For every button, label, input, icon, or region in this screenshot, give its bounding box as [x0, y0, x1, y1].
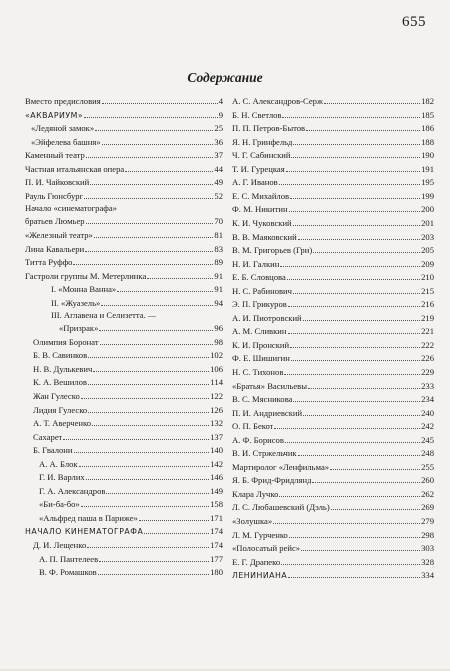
dot-leader	[281, 564, 420, 565]
toc-entry-label: П. И. Чайковский	[25, 177, 90, 188]
toc-entry-label: А. Ф. Борисов	[232, 434, 284, 445]
dot-leader	[308, 388, 420, 389]
toc-entry	[25, 227, 223, 241]
dot-leader	[293, 401, 420, 402]
toc-entry	[232, 541, 434, 555]
dot-leader	[88, 357, 209, 358]
dot-leader	[312, 482, 420, 483]
dot-leader	[86, 479, 209, 480]
toc-entry-label: К. И. Пронский	[232, 339, 290, 350]
toc-entry-page: 114	[210, 377, 223, 388]
dot-leader	[102, 103, 218, 104]
toc-entry-page: 140	[210, 445, 223, 456]
toc-entry	[232, 283, 434, 297]
toc-entry-page: 182	[421, 96, 434, 107]
toc-entry-page: 262	[421, 488, 434, 499]
toc-entry-label: «Ледяной замок»	[31, 123, 95, 134]
toc-entry-label: Жан Гулеско	[33, 390, 80, 401]
dot-leader	[293, 293, 420, 294]
toc-entry	[232, 337, 434, 351]
toc-entry	[232, 500, 434, 514]
dot-leader	[288, 577, 420, 578]
dot-leader	[106, 493, 209, 494]
toc-entry-page: 174	[210, 540, 223, 550]
toc-entry	[25, 334, 223, 348]
toc-entry	[25, 121, 223, 135]
toc-entry-page: 98	[214, 336, 223, 347]
toc-entry-label: О. П. Бекот	[232, 421, 274, 432]
toc-entry-label: Титта Руффо	[25, 257, 73, 268]
toc-entry-label: П. И. Андриевский	[232, 407, 303, 418]
toc-entry-page: 233	[421, 380, 434, 391]
toc-entry-page: 36	[214, 136, 223, 147]
dot-leader	[286, 171, 420, 172]
dot-leader	[298, 239, 420, 240]
toc-entry	[232, 297, 434, 311]
dot-leader	[303, 320, 420, 321]
toc-entry	[232, 513, 434, 527]
toc-entry-page: 4	[218, 96, 223, 107]
toc-entry-page: 226	[421, 353, 434, 364]
toc-entry-label: Г. А. Александров	[39, 485, 106, 496]
dot-leader	[279, 184, 420, 185]
page-number: 655	[402, 14, 426, 30]
dot-leader	[94, 237, 214, 238]
toc-entry-label: П. П. Петров-Бытов	[232, 123, 306, 134]
toc-entry-page: 279	[421, 516, 434, 526]
toc-entry-page: 132	[210, 418, 223, 429]
toc-entry-page: 70	[214, 216, 223, 227]
toc-entry	[25, 255, 223, 269]
toc-entry	[25, 416, 223, 430]
toc-entry-page: 201	[421, 217, 434, 228]
dot-leader	[282, 117, 420, 118]
toc-entry-label: Я. Б. Фрид-Фридлянд	[232, 475, 312, 486]
toc-entry-label: Олимпия Боронат	[33, 336, 99, 347]
toc-entry-page: 200	[421, 204, 434, 215]
dot-leader	[102, 144, 214, 145]
toc-entry-page: 180	[210, 567, 223, 578]
toc-entry-label: Л. М. Гурченко	[232, 529, 288, 540]
toc-entry-label: Гастроли группы М. Метерлинка	[25, 270, 147, 281]
toc-entry-label: Е. Г. Драпеко	[232, 556, 281, 567]
toc-entry	[232, 446, 434, 460]
page-title: Содержание	[187, 70, 263, 85]
dot-leader	[93, 371, 209, 372]
dot-leader	[86, 157, 214, 158]
dot-leader	[87, 547, 209, 548]
toc-section-entry	[232, 568, 434, 582]
toc-entry	[25, 134, 223, 148]
dot-leader	[74, 452, 210, 453]
toc-entry-page: 185	[421, 109, 434, 120]
toc-entry-label: В. И. Стржельчик	[232, 448, 297, 459]
dot-leader	[88, 412, 209, 413]
toc-right-column	[232, 94, 434, 582]
toc-entry-page: 81	[214, 229, 223, 240]
toc-entry	[25, 361, 223, 375]
dot-leader	[284, 374, 420, 375]
toc-entry-label: А. С. Александров-Серж	[232, 96, 323, 107]
dot-leader	[139, 520, 209, 521]
toc-entry	[232, 243, 434, 257]
toc-entry-page: 9	[218, 109, 223, 120]
toc-entry-label: В. В. Маяковский	[232, 231, 297, 242]
toc-entry-page: 203	[421, 231, 434, 242]
toc-entry	[232, 94, 434, 108]
toc-entry-label: Мартиролог «Ленфильма»	[232, 461, 330, 472]
toc-entry	[232, 256, 434, 270]
toc-entry-label: НАЧАЛО КИНЕМАТОГРАФА	[25, 527, 144, 537]
toc-entry-page: 298	[421, 529, 434, 540]
toc-entry-label: А. И. Пиотровский	[232, 312, 302, 323]
toc-entry-page: 242	[421, 421, 434, 432]
toc-left-column	[25, 94, 223, 579]
toc-entry	[232, 107, 434, 121]
toc-entry	[232, 473, 434, 487]
toc-entry-label: «Железный театр»	[25, 229, 93, 240]
toc-entry	[232, 229, 434, 243]
dot-leader	[98, 574, 209, 575]
toc-entry-label: «Полосатый рейс»	[232, 543, 301, 554]
toc-entry	[232, 432, 434, 446]
dot-leader	[306, 130, 420, 131]
toc-entry-label: «Эйфелева башня»	[31, 136, 101, 147]
dot-leader	[313, 252, 420, 253]
toc-entry	[25, 429, 223, 443]
toc-entry-label: А. А. Блок	[39, 458, 78, 469]
toc-entry-page: 83	[214, 243, 223, 254]
toc-entry-label: А. Г. Иванов	[232, 177, 278, 188]
toc-entry	[232, 364, 434, 378]
toc-entry	[25, 443, 223, 457]
toc-entry	[25, 470, 223, 484]
dot-leader	[88, 384, 209, 385]
toc-entry-label: «АКВАРИУМ»	[25, 110, 84, 120]
toc-entry-page: 248	[421, 448, 434, 459]
toc-entry-label: Б. Гвалони	[33, 445, 73, 456]
toc-entry-page: 49	[214, 177, 223, 188]
toc-entry-label: «Би-ба-бо»	[39, 499, 80, 510]
toc-entry-label: Э. П. Грикуров	[232, 299, 287, 310]
toc-entry-page: 137	[210, 431, 223, 442]
toc-entry-page: 126	[210, 404, 223, 415]
toc-entry-label: «Призрак»	[59, 323, 99, 334]
toc-entry-page: 146	[210, 472, 223, 483]
toc-entry-page: 177	[210, 553, 223, 564]
toc-entry-label: Клара Лучко	[232, 488, 279, 499]
toc-entry	[232, 486, 434, 500]
toc-entry	[232, 310, 434, 324]
dot-leader	[291, 157, 420, 158]
dot-leader	[288, 333, 421, 334]
toc-entry	[25, 551, 223, 565]
toc-entry-page: 96	[214, 323, 223, 334]
toc-entry-label: А. Т. Аверченко	[33, 418, 92, 429]
toc-entry	[232, 419, 434, 433]
toc-entry-label: I. «Монна Ванна»	[51, 284, 117, 295]
toc-entry-label: III. Аглавена и Селизетта. —	[51, 309, 157, 320]
toc-entry-label: «Золушка»	[232, 516, 273, 526]
toc-entry	[232, 351, 434, 365]
toc-entry-label: Г. И. Варлих	[39, 472, 85, 483]
dot-leader	[285, 442, 420, 443]
toc-entry	[25, 202, 223, 214]
toc-entry	[232, 527, 434, 541]
dot-leader	[291, 360, 420, 361]
toc-entry-label: «Альфред паша в Париже»	[39, 512, 138, 523]
toc-entry	[25, 309, 223, 321]
toc-entry-page: 94	[214, 297, 223, 308]
toc-entry-label: Ф. М. Никитин	[232, 204, 288, 215]
toc-entry	[25, 565, 223, 579]
dot-leader	[289, 211, 421, 212]
toc-entry	[25, 537, 223, 551]
toc-entry	[25, 510, 223, 524]
toc-entry-label: Д. И. Лещенко	[33, 540, 87, 550]
toc-entry	[232, 161, 434, 175]
toc-entry-page: 188	[421, 136, 434, 147]
toc-entry	[232, 324, 434, 338]
toc-entry-label: Ч. Г. Сабинский	[232, 150, 291, 161]
toc-entry-label: Частная итальянская опера	[25, 163, 125, 174]
dot-leader	[90, 184, 213, 185]
toc-entry-page: 190	[421, 150, 434, 161]
toc-entry-page: 219	[421, 312, 434, 323]
toc-entry-page: 234	[421, 394, 434, 405]
dot-leader	[324, 103, 420, 104]
toc-entry-label: Рауль Гюнсбург	[25, 190, 84, 201]
toc-entry-page: 328	[421, 556, 434, 567]
toc-entry	[25, 188, 223, 202]
toc-entry-label: Б. Н. Светлов	[232, 109, 282, 120]
toc-entry-page: 215	[421, 285, 434, 296]
toc-entry-page: 205	[421, 245, 434, 256]
toc-entry	[232, 148, 434, 162]
dot-leader	[293, 144, 420, 145]
toc-entry-page: 260	[421, 475, 434, 486]
toc-entry-page: 52	[214, 190, 223, 201]
toc-section-entry	[25, 107, 223, 121]
toc-entry	[25, 161, 223, 175]
dot-leader	[301, 550, 420, 551]
dot-leader	[79, 466, 210, 467]
toc-entry-label: Каменный театр	[25, 150, 85, 161]
toc-entry-page: 91	[214, 270, 223, 281]
toc-entry-label: «Братья» Васильевы	[232, 380, 308, 391]
dot-leader	[73, 264, 213, 265]
dot-leader	[288, 306, 420, 307]
toc-entry-label: Начало «синематографа»	[25, 202, 117, 213]
dot-leader	[330, 469, 420, 470]
dot-leader	[144, 533, 209, 534]
toc-entry	[232, 270, 434, 284]
dot-leader	[99, 330, 213, 331]
toc-entry-page: 91	[214, 284, 223, 295]
toc-entry-label: Ф. Е. Шишигин	[232, 353, 290, 364]
toc-entry	[25, 214, 223, 228]
toc-entry	[232, 134, 434, 148]
dot-leader	[81, 398, 209, 399]
toc-entry	[25, 241, 223, 255]
toc-entry-page: 106	[210, 363, 223, 374]
toc-entry-label: Н. С. Тихонов	[232, 366, 284, 377]
dot-leader	[125, 171, 213, 172]
toc-entry	[25, 388, 223, 402]
dot-leader	[274, 428, 420, 429]
toc-entry-label: II. «Жуазель»	[51, 297, 101, 308]
toc-entry-page: 37	[214, 150, 223, 161]
toc-entry-page: 255	[421, 461, 434, 472]
toc-entry	[232, 405, 434, 419]
toc-entry-page: 222	[421, 339, 434, 350]
toc-entry-label: Н. С. Рабинович	[232, 285, 292, 296]
dot-leader	[273, 523, 420, 524]
toc-entry	[232, 121, 434, 135]
toc-entry	[232, 215, 434, 229]
toc-entry-page: 209	[421, 258, 434, 269]
toc-entry-page: 229	[421, 366, 434, 377]
toc-entry-page: 186	[421, 123, 434, 134]
toc-entry	[25, 456, 223, 470]
dot-leader	[92, 425, 209, 426]
dot-leader	[100, 344, 214, 345]
toc-entry-label: ЛЕНИНИАНА	[232, 571, 288, 581]
toc-entry-page: 210	[421, 272, 434, 283]
toc-entry-page: 174	[210, 526, 223, 537]
toc-entry-page: 269	[421, 502, 434, 513]
dot-leader	[86, 223, 214, 224]
dot-leader	[101, 305, 213, 306]
toc-entry	[232, 554, 434, 568]
toc-entry	[25, 375, 223, 389]
toc-entry-label: К. И. Чуковский	[232, 217, 292, 228]
dot-leader	[95, 130, 213, 131]
toc-entry-label: А. П. Пантелеев	[39, 553, 99, 564]
toc-entry	[25, 175, 223, 189]
toc-entry-label: Лидия Гулеско	[33, 404, 88, 415]
dot-leader	[85, 251, 213, 252]
toc-entry-label: Вместо предисловия	[25, 96, 101, 107]
dot-leader	[147, 278, 213, 279]
toc-entry	[25, 268, 223, 282]
toc-entry-label: Н. И. Галкин	[232, 258, 280, 269]
toc-entry-page: 221	[421, 326, 434, 337]
toc-entry-page: 149	[210, 485, 223, 496]
toc-entry-label: Я. Н. Гринфельд	[232, 136, 293, 147]
toc-entry-page: 334	[421, 570, 434, 581]
toc-entry-label: В. М. Григорьев (Гри)	[232, 245, 313, 256]
dot-leader	[117, 291, 213, 292]
toc-entry-page: 158	[210, 499, 223, 510]
dot-leader	[84, 117, 218, 118]
dot-leader	[293, 225, 420, 226]
dot-leader	[290, 347, 420, 348]
toc-entry	[25, 402, 223, 416]
toc-entry-page: 44	[214, 163, 223, 174]
dot-leader	[287, 279, 420, 280]
toc-entry	[25, 94, 223, 108]
toc-entry-label: А. М. Сливкин	[232, 326, 287, 337]
toc-entry	[25, 348, 223, 362]
toc-entry-page: 195	[421, 177, 434, 188]
toc-entry-label: Е. Б. Словцова	[232, 272, 286, 283]
toc-entry-label: Б. В. Савинков	[33, 350, 88, 361]
dot-leader	[63, 439, 209, 440]
toc-entry-label: Л. С. Любашевский (Дэль)	[232, 502, 330, 513]
toc-entry-page: 171	[210, 512, 223, 523]
toc-entry-label: Е. С. Михайлов	[232, 190, 290, 201]
toc-entry-label: Т. И. Гурецкая	[232, 163, 285, 174]
toc-entry	[25, 295, 223, 309]
toc-entry	[232, 392, 434, 406]
toc-entry-label: В. Ф. Ромашков	[39, 567, 97, 578]
toc-entry-label: К. А. Вешилов	[33, 377, 87, 388]
dot-leader	[81, 506, 209, 507]
toc-entry	[232, 175, 434, 189]
dot-leader	[298, 455, 421, 456]
toc-entry-page: 89	[214, 257, 223, 268]
toc-entry-page: 240	[421, 407, 434, 418]
toc-entry-page: 303	[421, 543, 434, 554]
dot-leader	[99, 561, 209, 562]
toc-entry	[25, 497, 223, 511]
toc-entry-label: братьев Люмьер	[25, 216, 85, 227]
toc-entry-label: В. С. Мясникова	[232, 394, 293, 405]
toc-entry-page: 199	[421, 190, 434, 201]
toc-entry	[25, 148, 223, 162]
toc-entry-page: 142	[210, 458, 223, 469]
toc-entry	[232, 202, 434, 216]
dot-leader	[303, 415, 420, 416]
toc-section-entry	[25, 524, 223, 538]
toc-entry-label: Лина Кавальери	[25, 243, 85, 254]
toc-entry-page: 122	[210, 390, 223, 401]
toc-entry	[25, 282, 223, 296]
toc-entry	[232, 188, 434, 202]
toc-entry-page: 245	[421, 434, 434, 445]
dot-leader	[290, 198, 420, 199]
dot-leader	[280, 266, 420, 267]
toc-entry-page: 25	[214, 123, 223, 134]
toc-entry	[25, 483, 223, 497]
toc-entry-label: Сахарет	[33, 431, 63, 442]
toc-entry	[25, 321, 223, 335]
dot-leader	[279, 496, 420, 497]
dot-leader	[331, 509, 420, 510]
dot-leader	[289, 537, 420, 538]
dot-leader	[84, 198, 213, 199]
toc-entry-label: Н. В. Дулькевич	[33, 363, 93, 374]
toc-entry-page: 216	[421, 299, 434, 310]
toc-entry-page: 191	[421, 163, 434, 174]
toc-entry-page: 102	[210, 350, 223, 361]
toc-entry	[232, 378, 434, 392]
toc-entry	[232, 459, 434, 473]
